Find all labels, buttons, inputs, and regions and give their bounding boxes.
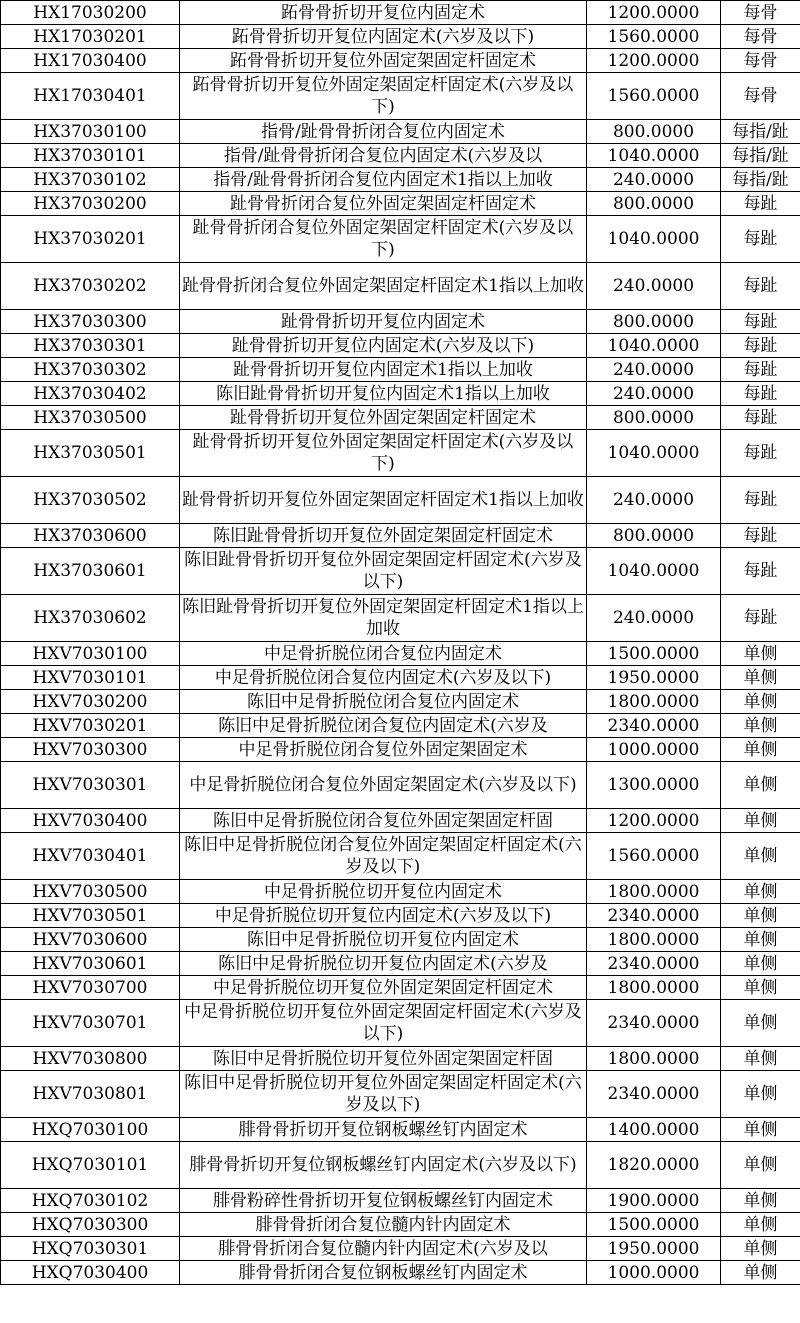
price-cell: 1800.0000 [587,880,721,904]
code-cell: HXV7030500 [1,880,180,904]
name-cell: 中足骨折脱位切开复位内固定术(六岁及以下) [180,904,587,928]
unit-cell: 单侧 [721,714,800,738]
price-cell: 1900.0000 [587,1189,721,1213]
name-cell: 腓骨骨折切开复位钢板螺丝钉内固定术 [180,1118,587,1142]
price-cell: 2340.0000 [587,952,721,976]
name-cell: 指骨/趾骨骨折闭合复位内固定术(六岁及以 [180,144,587,168]
code-cell: HXV7030100 [1,642,180,666]
name-cell: 中足骨折脱位闭合复位外固定架固定术 [180,738,587,762]
code-cell: HXV7030801 [1,1071,180,1118]
code-cell: HXQ7030400 [1,1261,180,1285]
price-cell: 2340.0000 [587,904,721,928]
unit-cell: 每趾 [721,358,800,382]
unit-cell: 单侧 [721,976,800,1000]
code-cell: HX17030201 [1,25,180,49]
unit-cell: 单侧 [721,1142,800,1189]
name-cell: 陈旧趾骨骨折切开复位外固定架固定杆固定术(六岁及以下) [180,548,587,595]
unit-cell: 每指/趾 [721,144,800,168]
price-cell: 2340.0000 [587,1000,721,1047]
name-cell: 跖骨骨折切开复位外固定架固定杆固定术(六岁及以下) [180,73,587,120]
price-cell: 800.0000 [587,524,721,548]
code-cell: HX37030501 [1,430,180,477]
price-cell: 1040.0000 [587,548,721,595]
unit-cell: 单侧 [721,928,800,952]
price-cell: 1400.0000 [587,1118,721,1142]
table-row [1,809,800,833]
price-cell: 240.0000 [587,168,721,192]
table-row [1,1118,800,1142]
unit-cell: 每趾 [721,310,800,334]
name-cell: 中足骨折脱位闭合复位内固定术 [180,642,587,666]
unit-cell: 每趾 [721,595,800,642]
unit-cell: 单侧 [721,1213,800,1237]
table-row [1,1,800,25]
unit-cell: 单侧 [721,690,800,714]
name-cell: 趾骨骨折切开复位外固定架固定杆固定术1指以上加收 [180,477,587,524]
price-cell: 240.0000 [587,358,721,382]
code-cell: HX37030101 [1,144,180,168]
table-row [1,430,800,477]
unit-cell: 单侧 [721,642,800,666]
price-cell: 1800.0000 [587,690,721,714]
unit-cell: 每骨 [721,25,800,49]
unit-cell: 每趾 [721,524,800,548]
name-cell: 趾骨骨折切开复位内固定术(六岁及以下) [180,334,587,358]
unit-cell: 每骨 [721,1,800,25]
code-cell: HXV7030401 [1,833,180,880]
name-cell: 指骨/趾骨骨折闭合复位内固定术1指以上加收 [180,168,587,192]
unit-cell: 每骨 [721,49,800,73]
code-cell: HX17030200 [1,1,180,25]
table-row [1,976,800,1000]
name-cell: 趾骨骨折闭合复位外固定架固定杆固定术(六岁及以下) [180,216,587,263]
table-row [1,714,800,738]
table-row [1,928,800,952]
table-row [1,358,800,382]
code-cell: HXQ7030100 [1,1118,180,1142]
table-row [1,548,800,595]
table-row [1,833,800,880]
name-cell: 陈旧趾骨骨折切开复位内固定术1指以上加收 [180,382,587,406]
unit-cell: 单侧 [721,833,800,880]
table-row [1,1071,800,1118]
unit-cell: 单侧 [721,1118,800,1142]
code-cell: HXV7030501 [1,904,180,928]
code-cell: HX37030202 [1,263,180,310]
name-cell: 腓骨骨折闭合复位髓内针内固定术(六岁及以 [180,1237,587,1261]
code-cell: HX37030302 [1,358,180,382]
table-row [1,904,800,928]
unit-cell: 单侧 [721,762,800,809]
code-cell: HXQ7030102 [1,1189,180,1213]
name-cell: 中足骨折脱位闭合复位外固定架固定术(六岁及以下) [180,762,587,809]
code-cell: HXV7030400 [1,809,180,833]
code-cell: HX37030502 [1,477,180,524]
price-cell: 1200.0000 [587,809,721,833]
code-cell: HX37030402 [1,382,180,406]
name-cell: 陈旧中足骨折脱位闭合复位外固定架固定杆固定术(六岁及以下) [180,833,587,880]
price-cell: 1560.0000 [587,833,721,880]
table-row [1,144,800,168]
table-row [1,406,800,430]
price-cell: 2340.0000 [587,714,721,738]
price-cell: 1500.0000 [587,1213,721,1237]
name-cell: 指骨/趾骨骨折闭合复位内固定术 [180,120,587,144]
table-row [1,1213,800,1237]
code-cell: HXV7030200 [1,690,180,714]
name-cell: 跖骨骨折切开复位内固定术 [180,1,587,25]
price-cell: 800.0000 [587,192,721,216]
table-row [1,1000,800,1047]
name-cell: 跖骨骨折切开复位外固定架固定杆固定术 [180,49,587,73]
name-cell: 跖骨骨折切开复位内固定术(六岁及以下) [180,25,587,49]
code-cell: HXV7030201 [1,714,180,738]
table-row [1,880,800,904]
code-cell: HX37030500 [1,406,180,430]
code-cell: HXV7030800 [1,1047,180,1071]
table-row [1,1142,800,1189]
price-cell: 240.0000 [587,477,721,524]
code-cell: HXV7030701 [1,1000,180,1047]
price-cell: 1200.0000 [587,1,721,25]
code-cell: HX37030201 [1,216,180,263]
table-row [1,1237,800,1261]
unit-cell: 单侧 [721,952,800,976]
name-cell: 趾骨骨折切开复位内固定术 [180,310,587,334]
name-cell: 陈旧中足骨折脱位切开复位内固定术 [180,928,587,952]
code-cell: HX17030401 [1,73,180,120]
name-cell: 腓骨粉碎性骨折切开复位钢板螺丝钉内固定术 [180,1189,587,1213]
unit-cell: 单侧 [721,738,800,762]
table-row [1,382,800,406]
name-cell: 陈旧中足骨折脱位切开复位内固定术(六岁及 [180,952,587,976]
price-cell: 800.0000 [587,310,721,334]
table-row [1,73,800,120]
table-row [1,524,800,548]
price-cell: 1800.0000 [587,976,721,1000]
unit-cell: 单侧 [721,1261,800,1285]
code-cell: HX37030300 [1,310,180,334]
price-cell: 1800.0000 [587,928,721,952]
table-row [1,1189,800,1213]
name-cell: 腓骨骨折切开复位钢板螺丝钉内固定术(六岁及以下) [180,1142,587,1189]
code-cell: HXV7030300 [1,738,180,762]
code-cell: HXQ7030301 [1,1237,180,1261]
table-row [1,49,800,73]
unit-cell: 单侧 [721,666,800,690]
code-cell: HX37030102 [1,168,180,192]
unit-cell: 单侧 [721,1189,800,1213]
price-cell: 240.0000 [587,382,721,406]
table-row [1,1261,800,1285]
price-cell: 1950.0000 [587,1237,721,1261]
unit-cell: 单侧 [721,1237,800,1261]
unit-cell: 每指/趾 [721,168,800,192]
unit-cell: 每趾 [721,263,800,310]
unit-cell: 单侧 [721,809,800,833]
table-row [1,192,800,216]
unit-cell: 单侧 [721,1047,800,1071]
table-row [1,595,800,642]
table-row [1,310,800,334]
table-row [1,25,800,49]
table-row [1,120,800,144]
table-row [1,690,800,714]
unit-cell: 每趾 [721,477,800,524]
code-cell: HX37030301 [1,334,180,358]
name-cell: 趾骨骨折切开复位外固定架固定杆固定术(六岁及以下) [180,430,587,477]
unit-cell: 每趾 [721,334,800,358]
table-row [1,334,800,358]
unit-cell: 每趾 [721,406,800,430]
price-cell: 240.0000 [587,263,721,310]
table-row [1,952,800,976]
name-cell: 中足骨折脱位切开复位内固定术 [180,880,587,904]
code-cell: HXV7030101 [1,666,180,690]
name-cell: 陈旧趾骨骨折切开复位外固定架固定杆固定术 [180,524,587,548]
name-cell: 趾骨骨折切开复位内固定术1指以上加收 [180,358,587,382]
name-cell: 趾骨骨折闭合复位外固定架固定杆固定术1指以上加收 [180,263,587,310]
unit-cell: 单侧 [721,1071,800,1118]
price-cell: 1500.0000 [587,642,721,666]
price-cell: 1040.0000 [587,216,721,263]
code-cell: HX37030602 [1,595,180,642]
code-cell: HXQ7030101 [1,1142,180,1189]
code-cell: HXV7030700 [1,976,180,1000]
code-cell: HX37030600 [1,524,180,548]
name-cell: 中足骨折脱位切开复位外固定架固定杆固定术 [180,976,587,1000]
unit-cell: 每骨 [721,73,800,120]
code-cell: HX37030601 [1,548,180,595]
code-cell: HX37030200 [1,192,180,216]
name-cell: 腓骨骨折闭合复位钢板螺丝钉内固定术 [180,1261,587,1285]
table-row [1,642,800,666]
price-cell: 1800.0000 [587,1047,721,1071]
unit-cell: 每趾 [721,382,800,406]
code-cell: HXV7030600 [1,928,180,952]
table-row [1,1047,800,1071]
price-cell: 1560.0000 [587,25,721,49]
price-cell: 1820.0000 [587,1142,721,1189]
table-row [1,168,800,192]
price-cell: 1000.0000 [587,738,721,762]
unit-cell: 单侧 [721,904,800,928]
table-row [1,263,800,310]
code-cell: HXQ7030300 [1,1213,180,1237]
code-cell: HXV7030301 [1,762,180,809]
name-cell: 中足骨折脱位闭合复位内固定术(六岁及以下) [180,666,587,690]
price-cell: 1950.0000 [587,666,721,690]
name-cell: 中足骨折脱位切开复位外固定架固定杆固定术(六岁及以下) [180,1000,587,1047]
price-cell: 240.0000 [587,595,721,642]
unit-cell: 每趾 [721,216,800,263]
price-cell: 1000.0000 [587,1261,721,1285]
price-cell: 1040.0000 [587,144,721,168]
name-cell: 陈旧中足骨折脱位闭合复位内固定术 [180,690,587,714]
table-row [1,762,800,809]
code-cell: HXV7030601 [1,952,180,976]
price-cell: 1560.0000 [587,73,721,120]
name-cell: 腓骨骨折闭合复位髓内针内固定术 [180,1213,587,1237]
name-cell: 陈旧趾骨骨折切开复位外固定架固定杆固定术1指以上加收 [180,595,587,642]
name-cell: 趾骨骨折切开复位外固定架固定杆固定术 [180,406,587,430]
name-cell: 趾骨骨折闭合复位外固定架固定杆固定术 [180,192,587,216]
table-row [1,738,800,762]
price-cell: 800.0000 [587,120,721,144]
price-cell: 1200.0000 [587,49,721,73]
unit-cell: 单侧 [721,880,800,904]
unit-cell: 单侧 [721,1000,800,1047]
table-body [1,1,800,1285]
table-row [1,216,800,263]
unit-cell: 每趾 [721,192,800,216]
table-row [1,666,800,690]
unit-cell: 每趾 [721,548,800,595]
price-cell: 800.0000 [587,406,721,430]
unit-cell: 每趾 [721,430,800,477]
price-cell: 1300.0000 [587,762,721,809]
code-cell: HX17030400 [1,49,180,73]
code-cell: HX37030100 [1,120,180,144]
name-cell: 陈旧中足骨折脱位切开复位外固定架固定杆固 [180,1047,587,1071]
price-cell: 1040.0000 [587,334,721,358]
price-cell: 1040.0000 [587,430,721,477]
table-row [1,477,800,524]
name-cell: 陈旧中足骨折脱位闭合复位外固定架固定杆固 [180,809,587,833]
name-cell: 陈旧中足骨折脱位切开复位外固定架固定杆固定术(六岁及以下) [180,1071,587,1118]
price-cell: 2340.0000 [587,1071,721,1118]
name-cell: 陈旧中足骨折脱位闭合复位内固定术(六岁及 [180,714,587,738]
unit-cell: 每指/趾 [721,120,800,144]
